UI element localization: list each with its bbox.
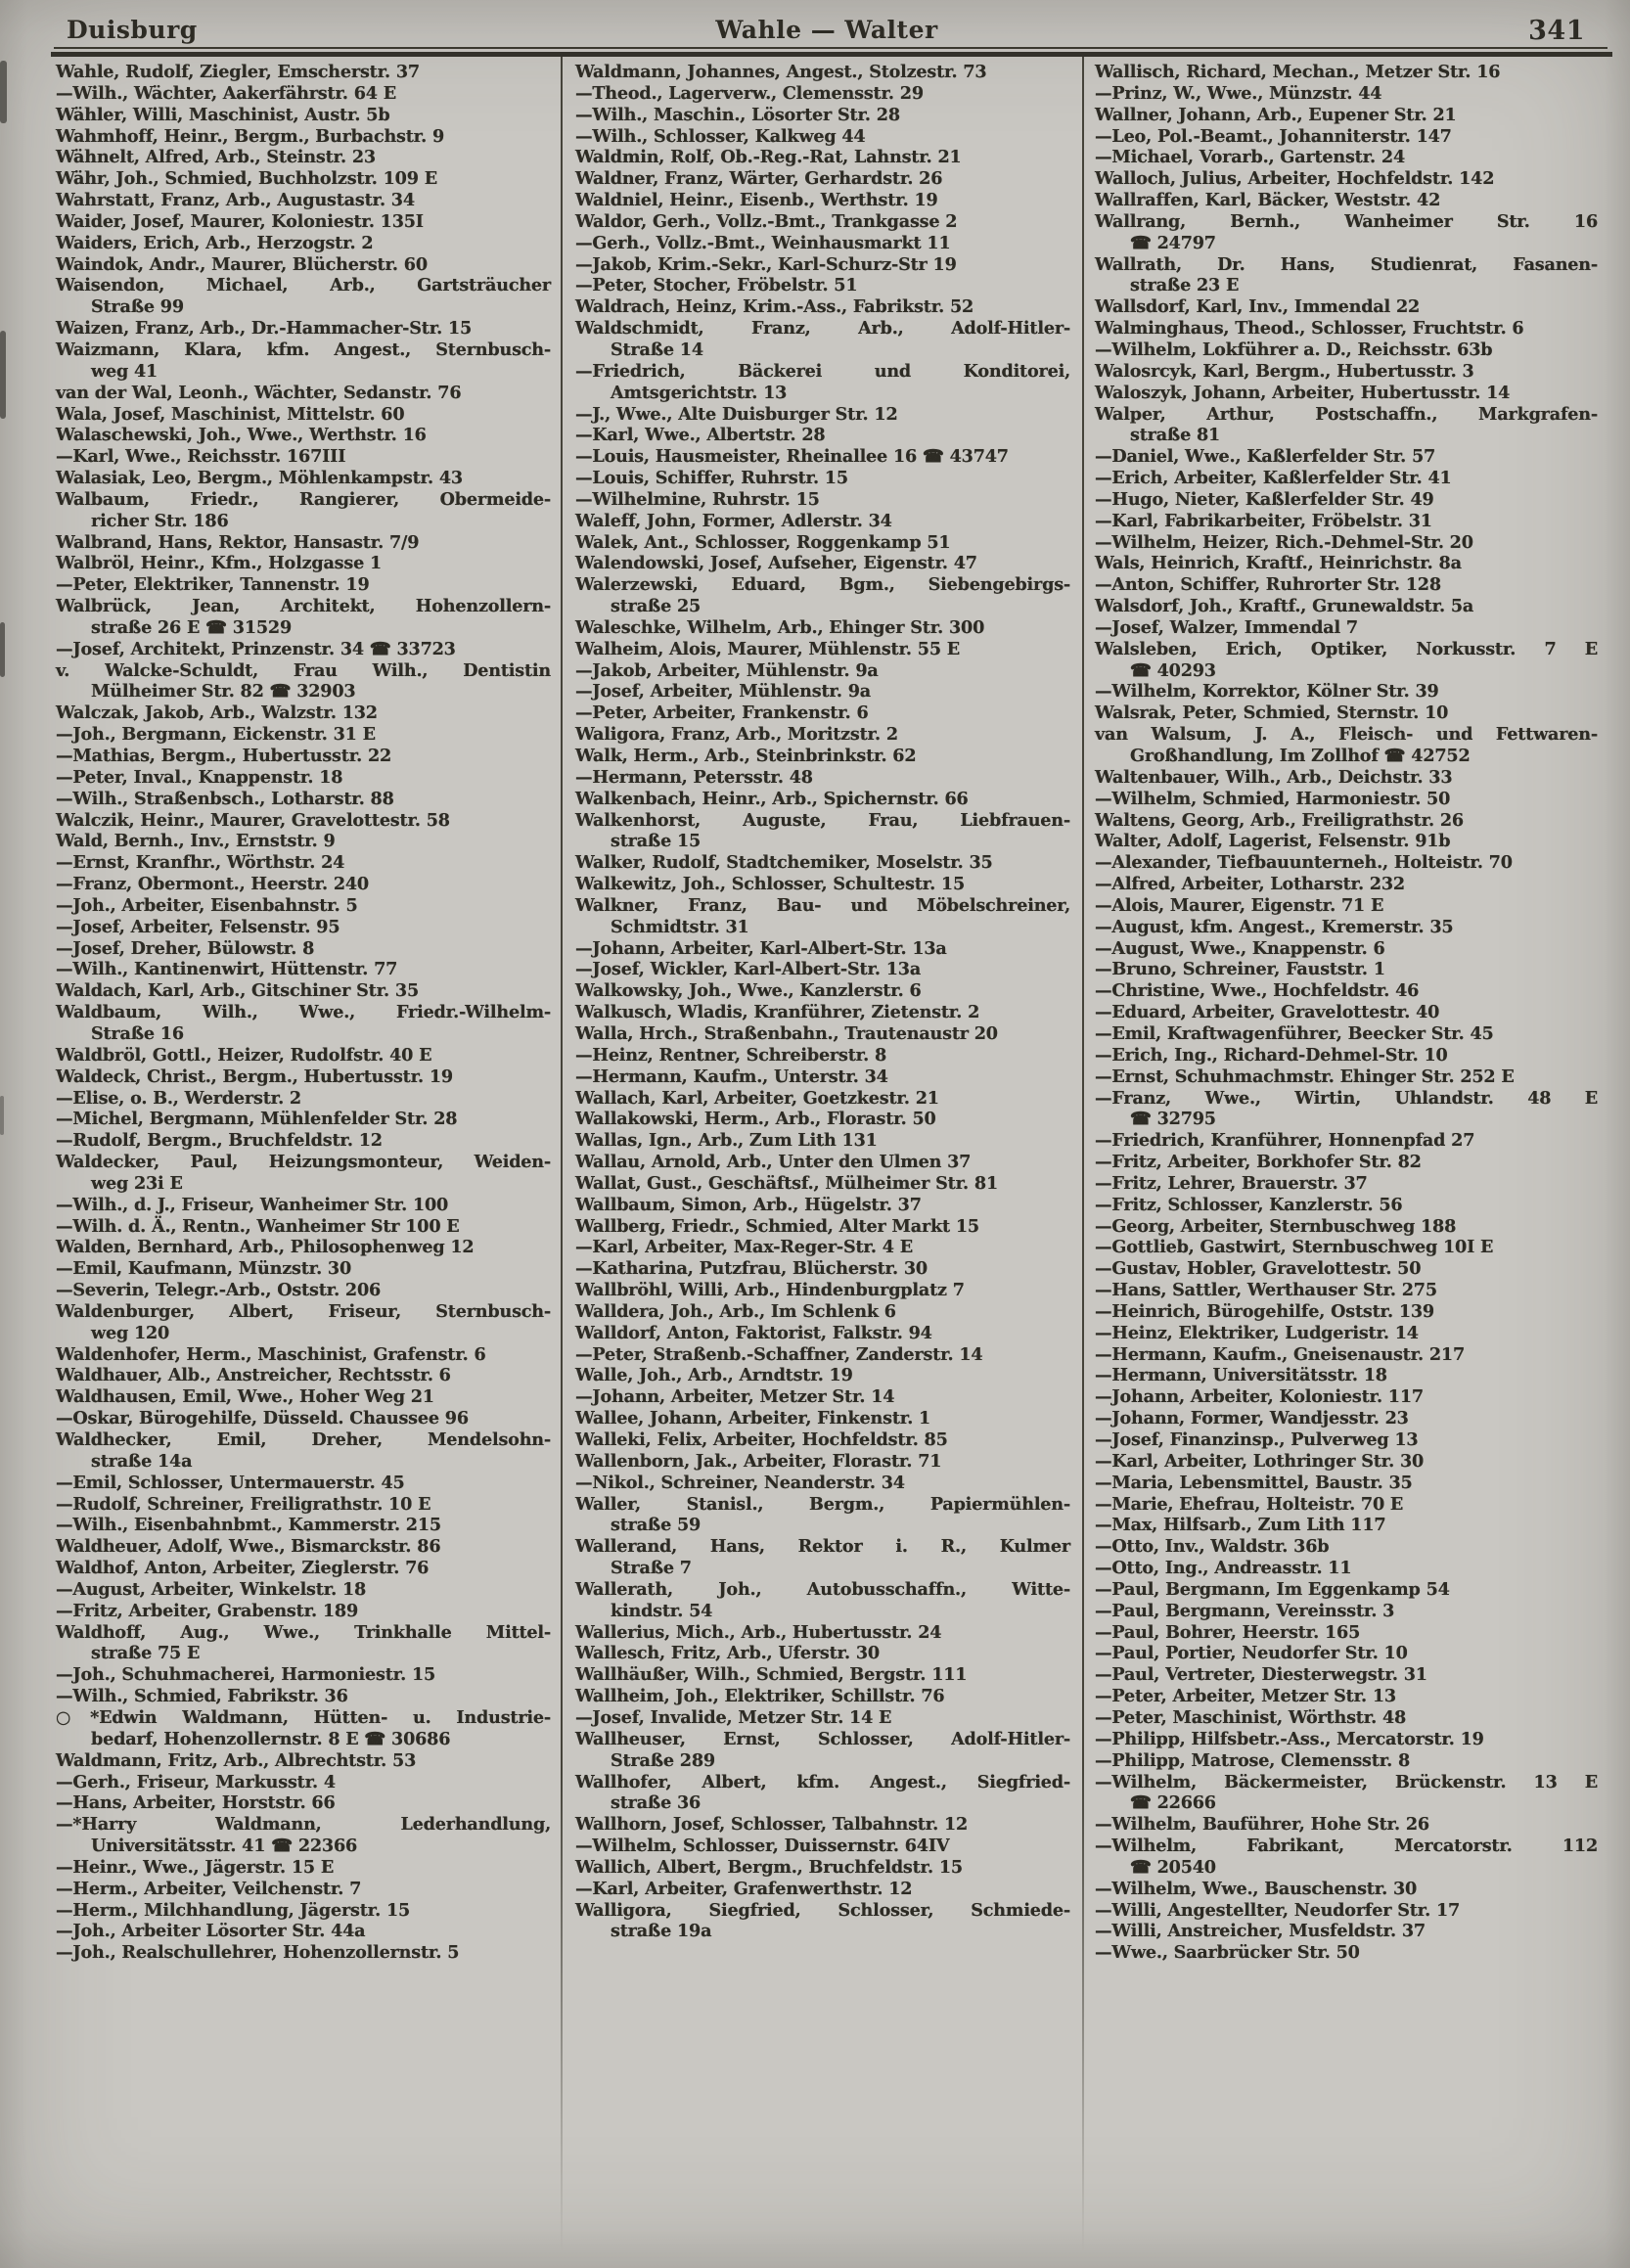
- directory-entry-line: —Oskar, Bürogehilfe, Düsseld. Chaussee 96: [56, 1408, 469, 1429]
- directory-column-3: [1095, 62, 1598, 1964]
- directory-entry-line: Wallach, Karl, Arbeiter, Goetzkestr. 21: [575, 1087, 939, 1109]
- directory-entry-line: Wahmhoff, Heinr., Bergm., Burbachstr. 9: [56, 125, 445, 147]
- directory-entry-line: —Friedrich, Bäckerei und Konditorei,: [575, 360, 1070, 382]
- directory-entry-line: straße 25: [611, 596, 702, 617]
- directory-entry-line: —Johann, Arbeiter, Karl-Albert-Str. 13a: [575, 937, 947, 959]
- directory-entry-line: —Johann, Former, Wandjesstr. 23: [1095, 1408, 1409, 1429]
- directory-entry-line: ☎ 40293: [1130, 659, 1216, 681]
- directory-entry-line: —Heinrich, Bürogehilfe, Oststr. 139: [1095, 1300, 1434, 1322]
- directory-entry-line: straße 14a: [91, 1450, 193, 1472]
- directory-entry-line: Walczik, Heinr., Maurer, Gravelottestr. 58: [56, 809, 450, 831]
- directory-entry-line: weg 120: [91, 1322, 170, 1343]
- directory-entry-line: —Fritz, Arbeiter, Grabenstr. 189: [56, 1600, 358, 1621]
- directory-entry-line: Wald, Bernh., Inv., Ernststr. 9: [56, 831, 336, 852]
- directory-entry-line: Walerzewski, Eduard, Bgm., Siebengebirgs-: [575, 574, 1070, 596]
- directory-entry-line: —*Harry Waldmann, Lederhandlung,: [56, 1814, 551, 1836]
- directory-entry-line: Waindok, Andr., Maurer, Blücherstr. 60: [56, 253, 428, 275]
- scan-artifact: [0, 331, 6, 419]
- directory-entry-line: straße 81: [1130, 425, 1221, 446]
- directory-entry-line: Waltens, Georg, Arb., Freiligrathstr. 26: [1095, 809, 1464, 831]
- directory-entry-line: —Theod., Lagerverw., Clemensstr. 29: [575, 82, 924, 104]
- directory-entry-line: Waller, Stanisl., Bergm., Papiermühlen-: [575, 1493, 1070, 1515]
- directory-entry-line: —Severin, Telegr.-Arb., Oststr. 206: [56, 1280, 382, 1301]
- directory-entry-line: Wahle, Rudolf, Ziegler, Emscherstr. 37: [56, 62, 420, 82]
- directory-entry-line: —Jakob, Arbeiter, Mühlenstr. 9a: [575, 659, 879, 681]
- directory-entry-line: Walsleben, Erich, Optiker, Norkusstr. 7 E: [1095, 638, 1598, 659]
- directory-entry-line: straße 26 E ☎ 31529: [91, 616, 292, 638]
- directory-entry-line: Walaschewski, Joh., Wwe., Werthstr. 16: [56, 425, 427, 446]
- directory-entry-line: —Paul, Bergmann, Vereinsstr. 3: [1095, 1600, 1395, 1621]
- directory-entry-line: —Joh., Arbeiter Lösorter Str. 44a: [56, 1921, 366, 1942]
- directory-entry-line: Wallerath, Joh., Autobusschaffn., Witte-: [575, 1578, 1070, 1600]
- directory-entry-line: Wallrath, Dr. Hans, Studienrat, Fasanen-: [1095, 253, 1598, 275]
- directory-entry-line: Walla, Hrch., Straßenbahn., Trautenaustr 20: [575, 1022, 998, 1044]
- directory-entry-line: Großhandlung, Im Zollhof ☎ 42752: [1130, 746, 1471, 766]
- directory-entry-line: —Georg, Arbeiter, Sternbuschweg 188: [1095, 1215, 1457, 1237]
- directory-entry-line: Wähnelt, Alfred, Arb., Steinstr. 23: [56, 147, 376, 168]
- directory-entry-line: Waldrach, Heinz, Krim.-Ass., Fabrikstr. 52: [575, 296, 974, 318]
- directory-entry-line: Walk, Herm., Arb., Steinbrinkstr. 62: [575, 746, 917, 766]
- directory-entry-line: Wallisch, Richard, Mechan., Metzer Str. 16: [1095, 62, 1501, 82]
- directory-entry-line: Walldorf, Anton, Faktorist, Falkstr. 94: [575, 1322, 932, 1343]
- directory-entry-line: —Alois, Maurer, Eigenstr. 71 E: [1095, 894, 1384, 916]
- directory-entry-line: —Peter, Arbeiter, Metzer Str. 13: [1095, 1686, 1396, 1707]
- directory-entry-line: —August, kfm. Angest., Kremerstr. 35: [1095, 916, 1454, 937]
- directory-entry-line: —Wilhelm, Korrektor, Kölner Str. 39: [1095, 681, 1439, 703]
- directory-entry-line: ☎ 22666: [1130, 1792, 1216, 1814]
- directory-entry-line: —Marie, Ehefrau, Holteistr. 70 E: [1095, 1493, 1404, 1515]
- directory-entry-line: Universitätsstr. 41 ☎ 22366: [91, 1836, 358, 1857]
- directory-entry-line: —Herm., Arbeiter, Veilchenstr. 7: [56, 1878, 362, 1899]
- directory-entry-line: —Eduard, Arbeiter, Gravelottestr. 40: [1095, 1002, 1440, 1023]
- directory-entry-line: Waldmin, Rolf, Ob.-Reg.-Rat, Lahnstr. 21: [575, 147, 962, 168]
- directory-entry-line: v. Walcke-Schuldt, Frau Wilh., Dentistin: [56, 659, 551, 681]
- directory-entry-line: —Josef, Walzer, Immendal 7: [1095, 616, 1358, 638]
- directory-entry-line: Walle, Joh., Arb., Arndtstr. 19: [575, 1365, 853, 1386]
- directory-entry-line: —Wilh., d. J., Friseur, Wanheimer Str. 100: [56, 1194, 449, 1215]
- scan-artifact: [0, 622, 5, 677]
- directory-entry-line: straße 75 E: [91, 1643, 201, 1664]
- directory-entry-line: Walter, Adolf, Lagerist, Felsenstr. 91b: [1095, 831, 1451, 852]
- directory-entry-line: —Josef, Invalide, Metzer Str. 14 E: [575, 1706, 892, 1728]
- directory-entry-line: straße 23 E: [1130, 275, 1240, 296]
- directory-entry-line: —Wilh., Kantinenwirt, Hüttenstr. 77: [56, 959, 398, 980]
- directory-entry-line: ☎ 32795: [1130, 1109, 1216, 1130]
- directory-entry-line: —Wilh., Schmied, Fabrikstr. 36: [56, 1686, 348, 1707]
- directory-entry-line: —Bruno, Schreiner, Fauststr. 1: [1095, 959, 1385, 980]
- directory-entry-line: Wahrstatt, Franz, Arb., Augustastr. 34: [56, 190, 415, 211]
- directory-entry-line: Waldheuer, Adolf, Wwe., Bismarckstr. 86: [56, 1536, 441, 1558]
- directory-entry-line: —Wilh. d. Ä., Rentn., Wanheimer Str 100 E: [56, 1215, 460, 1237]
- directory-entry-line: Walldera, Joh., Arb., Im Schlenk 6: [575, 1300, 896, 1322]
- directory-entry-line: Wallhofer, Albert, kfm. Angest., Siegfried-: [575, 1771, 1070, 1792]
- directory-entry-line: Waisendon, Michael, Arb., Gartsträucher: [56, 275, 551, 296]
- directory-entry-line: —Emil, Kaufmann, Münzstr. 30: [56, 1258, 352, 1280]
- directory-entry-line: —Ernst, Kranfhr., Wörthstr. 24: [56, 852, 345, 874]
- directory-entry-line: —Josef, Architekt, Prinzenstr. 34 ☎ 33723: [56, 638, 456, 659]
- directory-entry-line: —Peter, Elektriker, Tannenstr. 19: [56, 574, 370, 596]
- directory-entry-line: Straße 16: [91, 1022, 184, 1044]
- directory-entry-line: Waleff, John, Former, Adlerstr. 34: [575, 510, 892, 531]
- directory-entry-line: —Josef, Arbeiter, Mühlenstr. 9a: [575, 681, 871, 703]
- directory-entry-line: —Emil, Schlosser, Untermauerstr. 45: [56, 1472, 405, 1493]
- directory-entry-line: Waldhecker, Emil, Dreher, Mendelsohn-: [56, 1429, 551, 1450]
- directory-entry-line: Walkowsky, Joh., Wwe., Kanzlerstr. 6: [575, 980, 922, 1002]
- header-name-range: Wahle — Walter: [715, 16, 938, 44]
- directory-entry-line: —Peter, Inval., Knappenstr. 18: [56, 766, 343, 788]
- directory-entry-line: —Hermann, Petersstr. 48: [575, 766, 813, 788]
- column-divider-1: [561, 57, 563, 2252]
- directory-entry-line: —Rudolf, Bergm., Bruchfeldstr. 12: [56, 1130, 383, 1152]
- directory-entry-line: Waligora, Franz, Arb., Moritzstr. 2: [575, 724, 898, 746]
- directory-entry-line: Straße 7: [611, 1558, 692, 1579]
- directory-entry-line: —Wilhelm, Wwe., Bauschenstr. 30: [1095, 1878, 1418, 1899]
- directory-entry-line: Waldhof, Anton, Arbeiter, Zieglerstr. 76: [56, 1558, 430, 1579]
- directory-entry-line: —Wilhelm, Heizer, Rich.-Dehmel-Str. 20: [1095, 531, 1473, 553]
- directory-entry-line: weg 41: [91, 360, 158, 382]
- directory-entry-line: —Heinr., Wwe., Jägerstr. 15 E: [56, 1856, 335, 1878]
- directory-entry-line: Walsdorf, Joh., Kraftf., Grunewaldstr. 5a: [1095, 596, 1474, 617]
- directory-entry-line: Waldor, Gerh., Vollz.-Bmt., Trankgasse 2: [575, 210, 958, 232]
- directory-entry-line: van der Wal, Leonh., Wächter, Sedanstr. 76: [56, 382, 462, 403]
- directory-entry-line: Wallee, Johann, Arbeiter, Finkenstr. 1: [575, 1408, 931, 1429]
- directory-entry-line: Waloszyk, Johann, Arbeiter, Hubertusstr. 14: [1095, 382, 1511, 403]
- directory-entry-line: Walminghaus, Theod., Schlosser, Fruchtstr. 6: [1095, 318, 1524, 340]
- directory-entry-line: Walker, Rudolf, Stadtchemiker, Moselstr. 35: [575, 852, 993, 874]
- directory-entry-line: —Hermann, Universitätsstr. 18: [1095, 1365, 1387, 1386]
- directory-entry-line: —Peter, Straßenb.-Schaffner, Zanderstr. 14: [575, 1343, 983, 1365]
- directory-entry-line: Walsrak, Peter, Schmied, Sternstr. 10: [1095, 703, 1449, 724]
- directory-entry-line: —Willi, Angestellter, Neudorfer Str. 17: [1095, 1899, 1461, 1921]
- directory-entry-line: Wallerand, Hans, Rektor i. R., Kulmer: [575, 1536, 1070, 1558]
- directory-entry-line: —Herm., Milchhandlung, Jägerstr. 15: [56, 1899, 411, 1921]
- directory-entry-line: Waldmann, Johannes, Angest., Stolzestr. 73: [575, 62, 987, 82]
- directory-entry-line: Waider, Josef, Maurer, Koloniestr. 135I: [56, 210, 424, 232]
- directory-entry-line: —Philipp, Matrose, Clemensstr. 8: [1095, 1749, 1411, 1771]
- directory-entry-line: Waldniel, Heinr., Eisenb., Werthstr. 19: [575, 190, 938, 211]
- directory-entry-line: —Joh., Bergmann, Eickenstr. 31 E: [56, 724, 376, 746]
- directory-entry-line: Walden, Bernhard, Arb., Philosophenweg 12: [56, 1237, 475, 1258]
- directory-entry-line: —Paul, Portier, Neudorfer Str. 10: [1095, 1643, 1408, 1664]
- directory-entry-line: —Hans, Sattler, Werthauser Str. 275: [1095, 1280, 1437, 1301]
- directory-entry-line: richer Str. 186: [91, 510, 229, 531]
- directory-entry-line: —Joh., Realschullehrer, Hohenzollernstr. 5: [56, 1942, 460, 1964]
- directory-entry-line: —Joh., Arbeiter, Eisenbahnstr. 5: [56, 894, 358, 916]
- directory-entry-line: Wallsdorf, Karl, Inv., Immendal 22: [1095, 296, 1421, 318]
- directory-entry-line: —Johann, Arbeiter, Koloniestr. 117: [1095, 1386, 1424, 1408]
- directory-entry-line: —Christine, Wwe., Hochfeldstr. 46: [1095, 980, 1420, 1002]
- directory-entry-line: Wallesch, Fritz, Arb., Uferstr. 30: [575, 1643, 880, 1664]
- directory-entry-line: —Wilhelmine, Ruhrstr. 15: [575, 488, 820, 510]
- directory-entry-line: —Leo, Pol.-Beamt., Johanniterstr. 147: [1095, 125, 1452, 147]
- directory-entry-line: Walendowski, Josef, Aufseher, Eigenstr. 47: [575, 553, 977, 574]
- directory-entry-line: —Wilh., Wächter, Aakerfährstr. 64 E: [56, 82, 396, 104]
- directory-entry-line: —Peter, Arbeiter, Frankenstr. 6: [575, 703, 869, 724]
- directory-entry-line: Walkenbach, Heinr., Arb., Spichernstr. 66: [575, 788, 969, 809]
- directory-entry-line: —Louis, Schiffer, Ruhrstr. 15: [575, 468, 848, 489]
- directory-entry-line: Straße 99: [91, 296, 184, 318]
- directory-entry-line: —Erich, Ing., Richard-Dehmel-Str. 10: [1095, 1044, 1448, 1066]
- directory-entry-line: —Josef, Wickler, Karl-Albert-Str. 13a: [575, 959, 922, 980]
- directory-entry-line: Wallat, Gust., Geschäftsf., Mülheimer Str. 81: [575, 1172, 998, 1194]
- directory-entry-line: straße 15: [611, 831, 702, 852]
- directory-entry-line: Waldschmidt, Franz, Arb., Adolf-Hitler-: [575, 318, 1070, 340]
- directory-entry-line: kindstr. 54: [611, 1600, 713, 1621]
- directory-entry-line: ☎ 20540: [1130, 1856, 1216, 1878]
- directory-entry-line: —Nikol., Schreiner, Neanderstr. 34: [575, 1472, 905, 1493]
- directory-entry-line: —Otto, Inv., Waldstr. 36b: [1095, 1536, 1330, 1558]
- directory-column-2: [575, 62, 1070, 1942]
- directory-entry-line: —Alexander, Tiefbauunterneh., Holteistr. 70: [1095, 852, 1513, 874]
- directory-entry-line: Wallbröhl, Willi, Arb., Hindenburgplatz 7: [575, 1280, 965, 1301]
- header-rule-thin: [54, 47, 1607, 49]
- directory-entry-line: Wallner, Johann, Arb., Eupener Str. 21: [1095, 104, 1457, 125]
- directory-entry-line: Waldenburger, Albert, Friseur, Sternbusch-: [56, 1300, 551, 1322]
- directory-entry-line: Walkewitz, Joh., Schlosser, Schultestr. 15: [575, 874, 966, 895]
- directory-entry-line: —Fritz, Lehrer, Brauerstr. 37: [1095, 1172, 1368, 1194]
- directory-entry-line: —Franz, Obermont., Heerstr. 240: [56, 874, 369, 895]
- directory-entry-line: Wallerius, Mich., Arb., Hubertusstr. 24: [575, 1621, 942, 1643]
- directory-entry-line: Waldbröl, Gottl., Heizer, Rudolfstr. 40 E: [56, 1044, 432, 1066]
- directory-entry-line: —Paul, Bergmann, Im Eggenkamp 54: [1095, 1578, 1450, 1600]
- directory-column-1: [56, 62, 551, 1964]
- directory-entry-line: Walleki, Felix, Arbeiter, Hochfeldstr. 85: [575, 1429, 948, 1450]
- directory-entry-line: Waldach, Karl, Arb., Gitschiner Str. 35: [56, 980, 419, 1002]
- directory-entry-line: —Karl, Fabrikarbeiter, Fröbelstr. 31: [1095, 510, 1432, 531]
- directory-entry-line: —Hugo, Nieter, Kaßlerfelder Str. 49: [1095, 488, 1434, 510]
- scan-artifact: [0, 1096, 4, 1135]
- directory-entry-line: Waldenhofer, Herm., Maschinist, Grafenstr. 6: [56, 1343, 486, 1365]
- directory-entry-line: —Gustav, Hobler, Gravelottestr. 50: [1095, 1258, 1422, 1280]
- directory-entry-line: —Karl, Arbeiter, Max-Reger-Str. 4 E: [575, 1237, 913, 1258]
- directory-entry-line: Waldner, Franz, Wärter, Gerhardstr. 26: [575, 168, 943, 190]
- directory-entry-line: —Paul, Bohrer, Heerstr. 165: [1095, 1621, 1361, 1643]
- directory-entry-line: Waldeck, Christ., Bergm., Hubertusstr. 19: [56, 1066, 453, 1087]
- directory-entry-line: —Friedrich, Kranführer, Honnenpfad 27: [1095, 1130, 1475, 1152]
- directory-entry-line: —Josef, Arbeiter, Felsenstr. 95: [56, 916, 340, 937]
- directory-entry-line: —Johann, Arbeiter, Metzer Str. 14: [575, 1386, 895, 1408]
- header-rule-thick: [51, 52, 1612, 57]
- directory-entry-line: —Michel, Bergmann, Mühlenfelder Str. 28: [56, 1109, 458, 1130]
- directory-entry-line: —Prinz, W., Wwe., Münzstr. 44: [1095, 82, 1382, 104]
- directory-entry-line: —Louis, Hausmeister, Rheinallee 16 ☎ 43747: [575, 446, 1009, 468]
- directory-entry-line: —Franz, Wwe., Wirtin, Uhlandstr. 48 E: [1095, 1087, 1598, 1109]
- directory-entry-line: Walkenhorst, Auguste, Frau, Liebfrauen-: [575, 809, 1070, 831]
- directory-entry-line: Wallraffen, Karl, Bäcker, Weststr. 42: [1095, 190, 1441, 211]
- directory-entry-line: —Mathias, Bergm., Hubertusstr. 22: [56, 746, 392, 766]
- directory-entry-line: Waldecker, Paul, Heizungsmonteur, Weiden-: [56, 1152, 551, 1173]
- directory-entry-line: —August, Wwe., Knappenstr. 6: [1095, 937, 1385, 959]
- directory-entry-line: —Wilh., Maschin., Lösorter Str. 28: [575, 104, 900, 125]
- directory-entry-line: —Hermann, Kaufm., Gneisenaustr. 217: [1095, 1343, 1466, 1365]
- directory-entry-line: straße 59: [611, 1515, 702, 1536]
- directory-entry-line: Walkner, Franz, Bau- und Möbelschreiner,: [575, 894, 1070, 916]
- directory-entry-line: —Fritz, Schlosser, Kanzlerstr. 56: [1095, 1194, 1403, 1215]
- directory-entry-line: Wallau, Arnold, Arb., Unter den Ulmen 37: [575, 1152, 972, 1173]
- directory-entry-line: —Maria, Lebensmittel, Baustr. 35: [1095, 1472, 1413, 1493]
- directory-entry-line: Walbrück, Jean, Architekt, Hohenzollern-: [56, 596, 551, 617]
- directory-entry-line: Wallhäußer, Wilh., Schmied, Bergstr. 111: [575, 1664, 968, 1686]
- directory-entry-line: Walligora, Siegfried, Schlosser, Schmiede-: [575, 1899, 1070, 1921]
- directory-entry-line: —Paul, Vertreter, Diesterwegstr. 31: [1095, 1664, 1427, 1686]
- directory-entry-line: Wallberg, Friedr., Schmied, Alter Markt 15: [575, 1215, 979, 1237]
- directory-entry-line: —Max, Hilfsarb., Zum Lith 117: [1095, 1515, 1386, 1536]
- directory-entry-line: —Fritz, Arbeiter, Borkhofer Str. 82: [1095, 1152, 1422, 1173]
- directory-entry-line: Wallhorn, Josef, Schlosser, Talbahnstr. 12: [575, 1814, 969, 1836]
- directory-entry-line: ○*Edwin Waldmann, Hütten- u. Industrie-: [56, 1706, 551, 1728]
- directory-entry-line: Walczak, Jakob, Arb., Walzstr. 132: [56, 703, 378, 724]
- directory-entry-line: Walbröl, Heinr., Kfm., Holzgasse 1: [56, 553, 383, 574]
- directory-entry-line: Wallas, Ign., Arb., Zum Lith 131: [575, 1130, 878, 1152]
- directory-entry-line: —Karl, Wwe., Albertstr. 28: [575, 425, 826, 446]
- directory-entry-line: —Jakob, Krim.-Sekr., Karl-Schurz-Str 19: [575, 253, 957, 275]
- directory-entry-line: Amtsgerichtstr. 13: [611, 382, 788, 403]
- directory-entry-line: —Erich, Arbeiter, Kaßlerfelder Str. 41: [1095, 468, 1452, 489]
- directory-entry-line: Walloch, Julius, Arbeiter, Hochfeldstr. 142: [1095, 168, 1495, 190]
- directory-entry-line: van Walsum, J. A., Fleisch- und Fettwaren-: [1095, 724, 1598, 746]
- directory-entry-line: —Otto, Ing., Andreasstr. 11: [1095, 1558, 1352, 1579]
- scan-artifact: [0, 61, 7, 123]
- directory-entry-line: Wähler, Willi, Maschinist, Austr. 5b: [56, 104, 390, 125]
- directory-entry-line: —Heinz, Rentner, Schreiberstr. 8: [575, 1044, 886, 1066]
- directory-entry-line: —Michael, Vorarb., Gartenstr. 24: [1095, 147, 1405, 168]
- directory-entry-line: —Josef, Finanzinsp., Pulverweg 13: [1095, 1429, 1419, 1450]
- directory-entry-line: —Karl, Arbeiter, Grafenwerthstr. 12: [575, 1878, 913, 1899]
- directory-entry-line: Waiders, Erich, Arb., Herzogstr. 2: [56, 232, 374, 253]
- directory-entry-line: Waldbaum, Wilh., Wwe., Friedr.-Wilhelm-: [56, 1002, 551, 1023]
- directory-entry-line: straße 36: [611, 1792, 702, 1814]
- directory-entry-line: —Wilh., Eisenbahnbmt., Kammerstr. 215: [56, 1515, 441, 1536]
- directory-entry-line: Walbaum, Friedr., Rangierer, Obermeide-: [56, 488, 551, 510]
- directory-entry-line: straße 19a: [611, 1921, 712, 1942]
- directory-entry-line: Wallrang, Bernh., Wanheimer Str. 16: [1095, 210, 1598, 232]
- directory-entry-line: —Hans, Arbeiter, Horststr. 66: [56, 1792, 336, 1814]
- directory-entry-line: —J., Wwe., Alte Duisburger Str. 12: [575, 403, 898, 425]
- directory-entry-line: —Wilhelm, Fabrikant, Mercatorstr. 112: [1095, 1836, 1598, 1857]
- directory-entry-line: —Katharina, Putzfrau, Blücherstr. 30: [575, 1258, 928, 1280]
- directory-entry-line: Waizmann, Klara, kfm. Angest., Sternbusch-: [56, 339, 551, 360]
- directory-entry-line: —Karl, Arbeiter, Lothringer Str. 30: [1095, 1450, 1425, 1472]
- directory-entry-line: Waldhoff, Aug., Wwe., Trinkhalle Mittel-: [56, 1621, 551, 1643]
- directory-entry-line: Währ, Joh., Schmied, Buchholzstr. 109 E: [56, 168, 437, 190]
- directory-entry-line: Wallenborn, Jak., Arbeiter, Florastr. 71: [575, 1450, 942, 1472]
- directory-entry-line: —Wwe., Saarbrücker Str. 50: [1095, 1942, 1360, 1964]
- directory-entry-line: Schmidtstr. 31: [611, 916, 749, 937]
- directory-entry-line: —Wilh., Straßenbsch., Lotharstr. 88: [56, 788, 394, 809]
- directory-entry-line: —Karl, Wwe., Reichsstr. 167III: [56, 446, 346, 468]
- column-divider-2: [1082, 57, 1084, 2252]
- directory-entry-line: —Wilhelm, Bauführer, Hohe Str. 26: [1095, 1814, 1429, 1836]
- directory-entry-line: —Anton, Schiffer, Ruhrorter Str. 128: [1095, 574, 1441, 596]
- directory-entry-line: bedarf, Hohenzollernstr. 8 E ☎ 30686: [91, 1728, 451, 1749]
- directory-entry-line: —Gottlieb, Gastwirt, Sternbuschweg 10I E: [1095, 1237, 1494, 1258]
- directory-entry-line: Wallheuser, Ernst, Schlosser, Adolf-Hitler-: [575, 1728, 1070, 1749]
- directory-entry-line: —Wilhelm, Bäckermeister, Brückenstr. 13 E: [1095, 1771, 1598, 1792]
- directory-entry-line: Straße 289: [611, 1749, 715, 1771]
- directory-entry-line: —Philipp, Hilfsbetr.-Ass., Mercatorstr. 19: [1095, 1728, 1484, 1749]
- directory-entry-line: Wals, Heinrich, Kraftf., Heinrichstr. 8a: [1095, 553, 1462, 574]
- directory-entry-line: Walasiak, Leo, Bergm., Möhlenkampstr. 43: [56, 468, 463, 489]
- directory-entry-line: —Emil, Kraftwagenführer, Beecker Str. 45: [1095, 1022, 1494, 1044]
- directory-entry-line: Wallakowski, Herm., Arb., Florastr. 50: [575, 1109, 936, 1130]
- directory-entry-line: —Josef, Dreher, Bülowstr. 8: [56, 937, 315, 959]
- directory-entry-line: Waldhauer, Alb., Anstreicher, Rechtsstr. 6: [56, 1365, 451, 1386]
- directory-entry-line: Waizen, Franz, Arb., Dr.-Hammacher-Str. 15: [56, 318, 473, 340]
- directory-entry-line: Wallbaum, Simon, Arb., Hügelstr. 37: [575, 1194, 922, 1215]
- directory-entry-line: —Peter, Stocher, Fröbelstr. 51: [575, 275, 858, 296]
- directory-entry-line: —Elise, o. B., Werderstr. 2: [56, 1087, 301, 1109]
- directory-entry-line: —Wilhelm, Schlosser, Duissernstr. 64IV: [575, 1836, 950, 1857]
- directory-entry-line: Walek, Ant., Schlosser, Roggenkamp 51: [575, 531, 951, 553]
- directory-entry-line: Mülheimer Str. 82 ☎ 32903: [91, 681, 356, 703]
- directory-entry-line: Wala, Josef, Maschinist, Mittelstr. 60: [56, 403, 405, 425]
- directory-entry-line: Waldmann, Fritz, Arb., Albrechtstr. 53: [56, 1749, 417, 1771]
- directory-entry-line: Waldhausen, Emil, Wwe., Hoher Weg 21: [56, 1386, 434, 1408]
- directory-entry-line: Walosrcyk, Karl, Bergm., Hubertusstr. 3: [1095, 360, 1474, 382]
- directory-entry-line: Walper, Arthur, Postschaffn., Markgrafen-: [1095, 403, 1598, 425]
- directory-entry-line: Walkusch, Wladis, Kranführer, Zietenstr. 2: [575, 1002, 980, 1023]
- directory-entry-line: Wallich, Albert, Bergm., Bruchfeldstr. 15: [575, 1856, 963, 1878]
- header-place: Duisburg: [67, 16, 198, 44]
- directory-entry-line: —Peter, Maschinist, Wörthstr. 48: [1095, 1706, 1407, 1728]
- directory-entry-line: —Gerh., Friseur, Markusstr. 4: [56, 1771, 336, 1792]
- directory-entry-line: —Alfred, Arbeiter, Lotharstr. 232: [1095, 874, 1405, 895]
- directory-entry-line: —Joh., Schuhmacherei, Harmoniestr. 15: [56, 1664, 436, 1686]
- directory-entry-line: —Heinz, Elektriker, Ludgeristr. 14: [1095, 1322, 1419, 1343]
- directory-entry-line: Waleschke, Wilhelm, Arb., Ehinger Str. 300: [575, 616, 985, 638]
- directory-entry-line: —Daniel, Wwe., Kaßlerfelder Str. 57: [1095, 446, 1436, 468]
- directory-entry-line: Walheim, Alois, Maurer, Mühlenstr. 55 E: [575, 638, 961, 659]
- directory-entry-line: —Wilh., Schlosser, Kalkweg 44: [575, 125, 866, 147]
- directory-entry-line: —Gerh., Vollz.-Bmt., Weinhausmarkt 11: [575, 232, 951, 253]
- directory-entry-line: —Rudolf, Schreiner, Freiligrathstr. 10 E: [56, 1493, 431, 1515]
- directory-entry-line: Straße 14: [611, 339, 703, 360]
- directory-entry-line: Waltenbauer, Wilh., Arb., Deichstr. 33: [1095, 766, 1453, 788]
- directory-entry-line: ☎ 24797: [1130, 232, 1216, 253]
- directory-entry-line: Wallheim, Joh., Elektriker, Schillstr. 76: [575, 1686, 945, 1707]
- directory-entry-line: —Ernst, Schuhmachmstr. Ehinger Str. 252 E: [1095, 1066, 1515, 1087]
- directory-entry-line: —Wilhelm, Schmied, Harmoniestr. 50: [1095, 788, 1451, 809]
- directory-entry-line: —Willi, Anstreicher, Musfeldstr. 37: [1095, 1921, 1426, 1942]
- directory-entry-line: —Hermann, Kaufm., Unterstr. 34: [575, 1066, 888, 1087]
- page-number: 341: [1528, 16, 1585, 46]
- directory-entry-line: weg 23i E: [91, 1172, 183, 1194]
- directory-entry-line: —Wilhelm, Lokführer a. D., Reichsstr. 63b: [1095, 339, 1493, 360]
- directory-entry-line: Walbrand, Hans, Rektor, Hansastr. 7/9: [56, 531, 420, 553]
- directory-entry-line: —August, Arbeiter, Winkelstr. 18: [56, 1578, 367, 1600]
